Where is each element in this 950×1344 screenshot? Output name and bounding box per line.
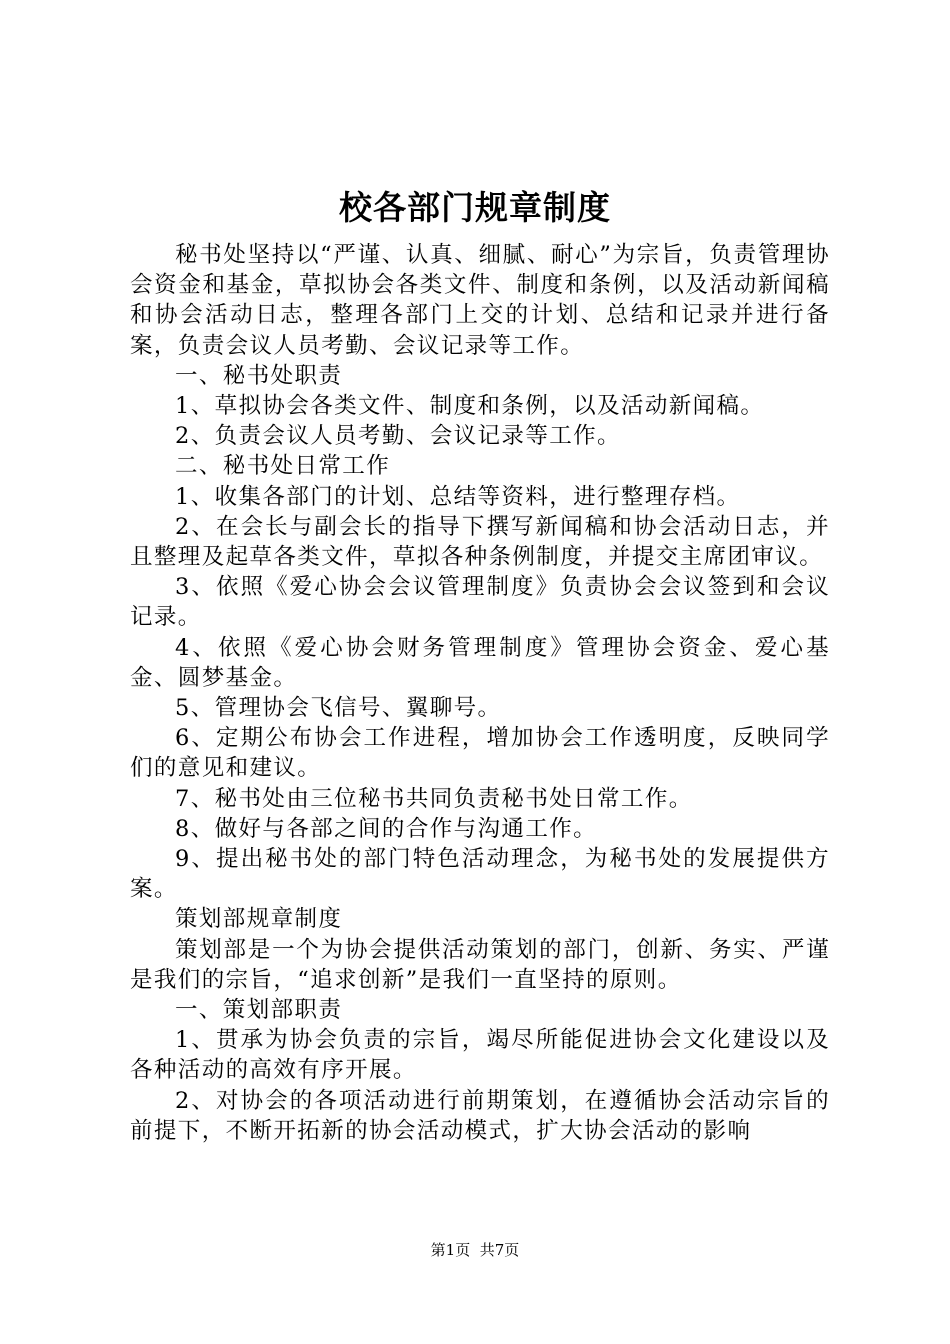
section-heading: 二、秘书处日常工作	[175, 453, 391, 480]
list-item: 9、提出秘书处的部门特色活动理念，为秘书处的发展提供方案。	[130, 846, 830, 903]
section-heading: 一、策划部职责	[175, 997, 343, 1024]
list-item: 2、负责会议人员考勤、会议记录等工作。	[175, 423, 621, 450]
list-item: 1、草拟协会各类文件、制度和条例，以及活动新闻稿。	[175, 393, 765, 420]
list-item: 2、对协会的各项活动进行前期策划，在遵循协会活动宗旨的前提下，不断开拓新的协会活动模式，扩大协会活动的影响	[130, 1087, 830, 1144]
document-title: 校各部门规章制度	[339, 188, 611, 227]
list-item: 3、依照《爱心协会会议管理制度》负责协会会议签到和会议记录。	[130, 574, 830, 631]
footer-separator	[470, 1241, 480, 1259]
page-number: 第1页	[430, 1241, 471, 1259]
list-item: 6、定期公布协会工作进程，增加协会工作透明度，反映同学们的意见和建议。	[130, 725, 830, 782]
paragraph: 策划部是一个为协会提供活动策划的部门，创新、务实、严谨是我们的宗旨，“追求创新”是我们一直坚持的原则。	[130, 936, 830, 993]
list-item: 4、依照《爱心协会财务管理制度》管理协会资金、爱心基金、圆梦基金。	[130, 634, 830, 691]
section-heading: 策划部规章制度	[175, 906, 343, 933]
list-item: 1、收集各部门的计划、总结等资料，进行整理存档。	[175, 483, 741, 510]
list-item: 2、在会长与副会长的指导下撰写新闻稿和协会活动日志，并且整理及起草各类文件，草拟各种条例制度，并提交主席团审议。	[130, 513, 830, 571]
document-body	[130, 240, 830, 1146]
page-total: 共7页	[479, 1241, 520, 1259]
list-item: 1、贯承为协会负责的宗旨，竭尽所能促进协会文化建设以及各种活动的高效有序开展。	[130, 1027, 830, 1084]
paragraph: 秘书处坚持以“严谨、认真、细腻、耐心”为宗旨，负责管理协会资金和基金，草拟协会各类文件、制度和条例，以及活动新闻稿和协会活动日志，整理各部门上交的计划、总结和记录并进行备案，负责会议人员考勤、会议记录等工作。	[130, 242, 830, 359]
page-footer	[0, 1240, 950, 1260]
list-item: 7、秘书处由三位秘书共同负责秘书处日常工作。	[175, 785, 693, 812]
list-item: 8、做好与各部之间的合作与沟通工作。	[175, 815, 598, 842]
list-item: 5、管理协会飞信号、翼聊号。	[175, 695, 502, 722]
section-heading: 一、秘书处职责	[175, 362, 343, 389]
